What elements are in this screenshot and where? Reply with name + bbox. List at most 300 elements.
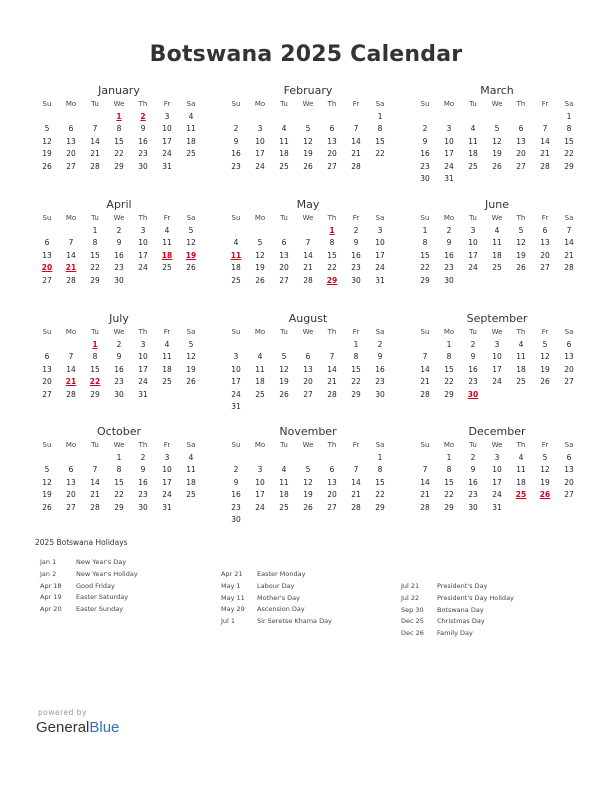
week-row bbox=[35, 376, 203, 389]
month-january bbox=[35, 84, 203, 173]
day-cell: 23 bbox=[114, 263, 124, 272]
weekday-label: Sa bbox=[375, 441, 385, 449]
weekday-label: Tu bbox=[280, 214, 288, 222]
week-row bbox=[224, 502, 392, 515]
day-cell: 18 bbox=[231, 263, 241, 272]
day-cell: 5 bbox=[188, 339, 194, 349]
day-cell: 3 bbox=[140, 339, 146, 349]
day-cell: 31 bbox=[375, 275, 385, 285]
day-cell: 7 bbox=[92, 124, 98, 133]
day-cell: 29 bbox=[114, 502, 124, 512]
month-name: May bbox=[296, 198, 320, 211]
day-cell: 7 bbox=[353, 465, 359, 474]
day-cell: 8 bbox=[446, 352, 452, 361]
day-cell: 29 bbox=[444, 502, 454, 512]
holiday-name: Easter Saturday bbox=[76, 593, 129, 602]
week-row bbox=[35, 123, 203, 136]
day-cell: 15 bbox=[90, 250, 100, 260]
day-cell: 27 bbox=[516, 161, 526, 171]
holiday-item bbox=[40, 604, 230, 616]
day-cell: 3 bbox=[494, 452, 500, 462]
day-cell: 29 bbox=[375, 502, 385, 512]
day-cell: 16 bbox=[444, 250, 454, 260]
week-row bbox=[35, 502, 203, 515]
day-cell: 25 bbox=[516, 377, 526, 386]
week-row bbox=[224, 339, 392, 352]
weekday-label: Sa bbox=[186, 214, 196, 222]
day-cell: 7 bbox=[566, 225, 572, 235]
day-cell: 27 bbox=[564, 490, 574, 499]
week-row bbox=[413, 452, 581, 465]
day-cell: 25 bbox=[255, 389, 265, 399]
day-cell: 7 bbox=[422, 465, 428, 474]
day-cell: 16 bbox=[114, 250, 124, 260]
day-cell: 10 bbox=[138, 238, 148, 247]
day-cell: 20 bbox=[327, 149, 337, 158]
holiday-item bbox=[40, 581, 230, 593]
weekday-label: Su bbox=[420, 328, 430, 336]
day-cell: 13 bbox=[66, 477, 76, 487]
day-cell: 24 bbox=[231, 389, 241, 399]
empty-cell bbox=[344, 452, 368, 465]
weekday-header bbox=[413, 98, 581, 111]
day-cell: 4 bbox=[188, 452, 194, 462]
day-cell: 22 bbox=[444, 377, 454, 386]
empty-cell bbox=[320, 452, 344, 465]
week-row bbox=[35, 237, 203, 250]
day-cell: 23 bbox=[138, 149, 148, 158]
day-cell: 19 bbox=[516, 250, 526, 260]
month-december bbox=[413, 425, 581, 514]
day-cell: 22 bbox=[420, 263, 430, 272]
day-cell: 23 bbox=[138, 490, 148, 499]
holiday-date: Dec 25 bbox=[401, 617, 424, 626]
day-cell: 6 bbox=[329, 124, 335, 133]
day-cell: 24 bbox=[162, 490, 172, 499]
day-cell: 9 bbox=[470, 465, 476, 474]
empty-cell bbox=[320, 111, 344, 124]
day-cell: 13 bbox=[279, 250, 289, 260]
holiday-name: Christmas Day bbox=[437, 617, 485, 626]
day-cell: 24 bbox=[375, 263, 385, 272]
weekday-label: Mo bbox=[65, 328, 77, 336]
holiday-date: Jul 22 bbox=[401, 593, 420, 602]
day-cell: 29 bbox=[564, 161, 574, 171]
day-cell: 26 bbox=[516, 263, 526, 272]
weekday-label: Su bbox=[231, 214, 241, 222]
week-row bbox=[413, 136, 581, 149]
day-cell: 28 bbox=[564, 263, 574, 272]
day-cell: 6 bbox=[68, 465, 74, 474]
day-cell: 20 bbox=[540, 250, 550, 260]
day-cell: 14 bbox=[540, 136, 550, 146]
day-cell: 11 bbox=[492, 238, 502, 247]
day-cell: 23 bbox=[231, 161, 241, 171]
day-cell: 22 bbox=[444, 490, 454, 499]
holiday-date: Apr 18 bbox=[40, 581, 62, 590]
day-cell: 10 bbox=[255, 477, 265, 487]
day-cell: 23 bbox=[231, 502, 241, 512]
day-cell: 11 bbox=[162, 238, 172, 247]
day-cell: 31 bbox=[162, 161, 172, 171]
holiday-day-cell: 21 bbox=[65, 377, 77, 386]
day-cell: 24 bbox=[444, 161, 454, 171]
holiday-name: Easter Sunday bbox=[76, 605, 124, 614]
day-cell: 17 bbox=[138, 364, 148, 374]
holiday-name: New Year's Holiday bbox=[76, 569, 138, 578]
week-row bbox=[35, 111, 203, 124]
day-cell: 18 bbox=[186, 136, 196, 146]
day-cell: 27 bbox=[540, 263, 550, 272]
day-cell: 10 bbox=[255, 136, 265, 146]
weekday-label: Th bbox=[138, 214, 148, 222]
day-cell: 15 bbox=[351, 364, 361, 374]
empty-cell bbox=[59, 452, 83, 465]
day-cell: 11 bbox=[162, 352, 172, 361]
day-cell: 18 bbox=[516, 477, 526, 487]
day-cell: 7 bbox=[353, 124, 359, 133]
weekday-label: Fr bbox=[163, 328, 171, 336]
day-cell: 27 bbox=[279, 275, 289, 285]
day-cell: 21 bbox=[351, 149, 361, 158]
day-cell: 3 bbox=[233, 352, 239, 361]
day-cell: 15 bbox=[327, 250, 337, 260]
day-cell: 13 bbox=[564, 465, 574, 474]
day-cell: 16 bbox=[420, 149, 430, 158]
week-row bbox=[413, 123, 581, 136]
week-row bbox=[413, 237, 581, 250]
week-row bbox=[224, 161, 392, 174]
day-cell: 26 bbox=[186, 263, 196, 272]
day-cell: 5 bbox=[518, 225, 524, 235]
day-cell: 21 bbox=[327, 377, 337, 386]
day-cell: 15 bbox=[444, 364, 454, 374]
day-cell: 20 bbox=[303, 377, 313, 386]
day-cell: 10 bbox=[162, 124, 172, 133]
day-cell: 31 bbox=[162, 502, 172, 512]
weekday-label: Th bbox=[138, 100, 148, 108]
day-cell: 22 bbox=[114, 490, 124, 499]
day-cell: 19 bbox=[42, 490, 52, 499]
day-cell: 25 bbox=[279, 502, 289, 512]
day-cell: 8 bbox=[422, 238, 428, 247]
day-cell: 31 bbox=[492, 502, 502, 512]
week-row bbox=[413, 250, 581, 263]
empty-cell bbox=[83, 111, 107, 124]
day-cell: 8 bbox=[116, 465, 122, 474]
month-february bbox=[224, 84, 392, 173]
empty-cell bbox=[272, 339, 296, 352]
day-cell: 9 bbox=[116, 352, 122, 361]
day-cell: 19 bbox=[303, 149, 313, 158]
empty-cell bbox=[296, 339, 320, 352]
holiday-item bbox=[401, 616, 591, 628]
weekday-label: Mo bbox=[254, 328, 266, 336]
week-row bbox=[35, 225, 203, 238]
weekday-label: Th bbox=[516, 328, 526, 336]
day-cell: 15 bbox=[375, 477, 385, 487]
day-cell: 27 bbox=[66, 502, 76, 512]
day-cell: 3 bbox=[470, 225, 476, 235]
day-cell: 4 bbox=[188, 111, 194, 121]
day-cell: 14 bbox=[90, 136, 100, 146]
day-cell: 19 bbox=[279, 377, 289, 386]
weekday-label: Th bbox=[327, 214, 337, 222]
day-cell: 20 bbox=[66, 490, 76, 499]
day-cell: 26 bbox=[303, 161, 313, 171]
day-cell: 14 bbox=[351, 136, 361, 146]
week-row bbox=[35, 262, 203, 275]
day-cell: 26 bbox=[540, 377, 550, 386]
day-cell: 5 bbox=[305, 124, 311, 133]
holiday-day-cell: 1 bbox=[329, 225, 335, 235]
empty-cell bbox=[224, 339, 248, 352]
day-cell: 15 bbox=[114, 136, 124, 146]
holiday-name: Sir Seretse Khama Day bbox=[257, 617, 332, 626]
day-cell: 2 bbox=[233, 124, 239, 133]
weekday-label: Fr bbox=[352, 214, 360, 222]
weekday-header bbox=[35, 326, 203, 339]
day-cell: 5 bbox=[257, 238, 263, 247]
day-cell: 11 bbox=[279, 136, 289, 146]
empty-cell bbox=[224, 111, 248, 124]
weekday-label: Mo bbox=[443, 328, 455, 336]
day-cell: 15 bbox=[114, 477, 124, 487]
day-cell: 13 bbox=[564, 352, 574, 361]
day-cell: 8 bbox=[353, 352, 359, 361]
week-row bbox=[413, 161, 581, 174]
day-cell: 29 bbox=[90, 275, 100, 285]
day-cell: 14 bbox=[66, 364, 76, 374]
weekday-label: We bbox=[113, 328, 125, 336]
day-cell: 29 bbox=[351, 389, 361, 399]
day-cell: 30 bbox=[444, 275, 454, 285]
month-name: March bbox=[480, 84, 514, 97]
month-name: December bbox=[468, 425, 526, 438]
month-october bbox=[35, 425, 203, 514]
day-cell: 17 bbox=[255, 149, 265, 158]
day-cell: 10 bbox=[138, 352, 148, 361]
day-cell: 12 bbox=[279, 364, 289, 374]
week-row bbox=[224, 389, 392, 402]
week-row bbox=[413, 464, 581, 477]
day-cell: 2 bbox=[470, 452, 476, 462]
weekday-header bbox=[35, 439, 203, 452]
day-cell: 4 bbox=[494, 225, 500, 235]
weekday-label: Th bbox=[138, 328, 148, 336]
brand-logo bbox=[36, 719, 119, 736]
weekday-label: Sa bbox=[564, 100, 574, 108]
day-cell: 27 bbox=[327, 161, 337, 171]
empty-cell bbox=[413, 452, 437, 465]
day-cell: 28 bbox=[351, 502, 361, 512]
empty-cell bbox=[413, 339, 437, 352]
day-cell: 26 bbox=[492, 161, 502, 171]
day-cell: 1 bbox=[422, 225, 428, 235]
day-cell: 12 bbox=[492, 136, 502, 146]
day-cell: 13 bbox=[303, 364, 313, 374]
empty-cell bbox=[437, 111, 461, 124]
day-cell: 17 bbox=[231, 377, 241, 386]
day-cell: 19 bbox=[186, 364, 196, 374]
day-cell: 8 bbox=[116, 124, 122, 133]
empty-cell bbox=[59, 111, 83, 124]
day-cell: 17 bbox=[444, 149, 454, 158]
day-cell: 7 bbox=[68, 352, 74, 361]
weekday-label: Su bbox=[420, 100, 430, 108]
day-cell: 4 bbox=[281, 465, 287, 474]
day-cell: 24 bbox=[255, 502, 265, 512]
week-row bbox=[224, 250, 392, 263]
weekday-label: Fr bbox=[541, 441, 549, 449]
weekday-label: Sa bbox=[186, 100, 196, 108]
empty-cell bbox=[59, 225, 83, 238]
holiday-date: Jul 1 bbox=[221, 617, 236, 626]
day-cell: 21 bbox=[303, 263, 313, 272]
weekday-label: Th bbox=[138, 441, 148, 449]
day-cell: 27 bbox=[42, 275, 52, 285]
day-cell: 22 bbox=[375, 490, 385, 499]
weekday-label: Tu bbox=[91, 441, 99, 449]
day-cell: 5 bbox=[542, 452, 548, 462]
day-cell: 15 bbox=[564, 136, 574, 146]
weekday-header bbox=[224, 212, 392, 225]
week-row bbox=[35, 148, 203, 161]
day-cell: 22 bbox=[351, 377, 361, 386]
empty-cell bbox=[272, 225, 296, 238]
day-cell: 20 bbox=[279, 263, 289, 272]
day-cell: 8 bbox=[446, 465, 452, 474]
holiday-day-cell: 30 bbox=[467, 389, 479, 399]
day-cell: 4 bbox=[164, 225, 170, 235]
day-cell: 29 bbox=[90, 389, 100, 399]
day-cell: 31 bbox=[138, 389, 148, 399]
week-row bbox=[224, 275, 392, 288]
month-name: February bbox=[283, 84, 333, 97]
holiday-date: Jan 2 bbox=[40, 569, 57, 578]
week-row bbox=[224, 376, 392, 389]
day-cell: 12 bbox=[186, 238, 196, 247]
empty-cell bbox=[296, 452, 320, 465]
page-title: Botswana 2025 Calendar bbox=[149, 42, 463, 67]
holidays-title: 2025 Botswana Holidays bbox=[35, 538, 128, 547]
weekday-label: Fr bbox=[352, 328, 360, 336]
holiday-column bbox=[221, 569, 411, 628]
day-cell: 17 bbox=[162, 136, 172, 146]
day-cell: 13 bbox=[327, 477, 337, 487]
day-cell: 21 bbox=[90, 149, 100, 158]
day-cell: 22 bbox=[564, 149, 574, 158]
weekday-label: Fr bbox=[541, 214, 549, 222]
day-cell: 3 bbox=[257, 465, 263, 474]
weekday-label: We bbox=[491, 214, 503, 222]
day-cell: 27 bbox=[42, 389, 52, 399]
day-cell: 9 bbox=[470, 352, 476, 361]
weekday-label: Th bbox=[516, 100, 526, 108]
day-cell: 16 bbox=[138, 136, 148, 146]
week-row bbox=[413, 339, 581, 352]
week-row bbox=[224, 148, 392, 161]
day-cell: 30 bbox=[420, 174, 430, 183]
day-cell: 10 bbox=[492, 352, 502, 361]
day-cell: 17 bbox=[162, 477, 172, 487]
day-cell: 26 bbox=[186, 377, 196, 386]
week-row bbox=[413, 489, 581, 502]
day-cell: 21 bbox=[351, 490, 361, 499]
day-cell: 1 bbox=[116, 452, 122, 462]
day-cell: 20 bbox=[42, 377, 52, 386]
day-cell: 12 bbox=[516, 238, 526, 247]
day-cell: 20 bbox=[564, 364, 574, 374]
day-cell: 30 bbox=[468, 502, 478, 512]
day-cell: 28 bbox=[90, 502, 100, 512]
day-cell: 8 bbox=[92, 238, 98, 247]
empty-cell bbox=[248, 452, 272, 465]
holiday-name: President's Day bbox=[437, 582, 488, 590]
weekday-label: We bbox=[302, 100, 314, 108]
day-cell: 17 bbox=[255, 490, 265, 499]
weekday-label: Su bbox=[231, 328, 241, 336]
day-cell: 23 bbox=[114, 377, 124, 386]
day-cell: 21 bbox=[564, 250, 574, 260]
day-cell: 11 bbox=[186, 124, 196, 133]
empty-cell bbox=[272, 452, 296, 465]
week-row bbox=[224, 364, 392, 377]
day-cell: 9 bbox=[233, 136, 239, 146]
empty-cell bbox=[272, 111, 296, 124]
day-cell: 27 bbox=[303, 389, 313, 399]
day-cell: 23 bbox=[375, 377, 385, 386]
weekday-label: We bbox=[113, 214, 125, 222]
day-cell: 7 bbox=[68, 238, 74, 247]
holiday-day-cell: 25 bbox=[515, 490, 527, 499]
day-cell: 13 bbox=[327, 136, 337, 146]
day-cell: 10 bbox=[468, 238, 478, 247]
holiday-column bbox=[40, 557, 230, 616]
holiday-date: May 29 bbox=[221, 605, 245, 614]
day-cell: 25 bbox=[162, 263, 172, 272]
week-row bbox=[224, 111, 392, 124]
weekday-header bbox=[35, 212, 203, 225]
day-cell: 16 bbox=[231, 490, 241, 499]
day-cell: 18 bbox=[279, 490, 289, 499]
weekday-label: Mo bbox=[254, 214, 266, 222]
day-cell: 30 bbox=[114, 275, 124, 285]
holiday-item bbox=[221, 604, 411, 616]
empty-cell bbox=[485, 111, 509, 124]
weekday-header bbox=[224, 439, 392, 452]
day-cell: 30 bbox=[375, 389, 385, 399]
weekday-header bbox=[224, 98, 392, 111]
day-cell: 4 bbox=[281, 124, 287, 133]
month-september bbox=[413, 312, 581, 401]
week-row bbox=[224, 489, 392, 502]
week-row bbox=[413, 351, 581, 364]
week-row bbox=[413, 389, 581, 402]
day-cell: 2 bbox=[377, 339, 383, 349]
day-cell: 28 bbox=[351, 161, 361, 171]
day-cell: 6 bbox=[566, 452, 572, 462]
month-name: January bbox=[98, 84, 140, 97]
day-cell: 18 bbox=[516, 364, 526, 374]
week-row bbox=[413, 173, 581, 186]
day-cell: 7 bbox=[92, 465, 98, 474]
day-cell: 18 bbox=[255, 377, 265, 386]
weekday-label: Tu bbox=[469, 441, 477, 449]
day-cell: 6 bbox=[305, 352, 311, 361]
empty-cell bbox=[35, 452, 59, 465]
day-cell: 15 bbox=[444, 477, 454, 487]
